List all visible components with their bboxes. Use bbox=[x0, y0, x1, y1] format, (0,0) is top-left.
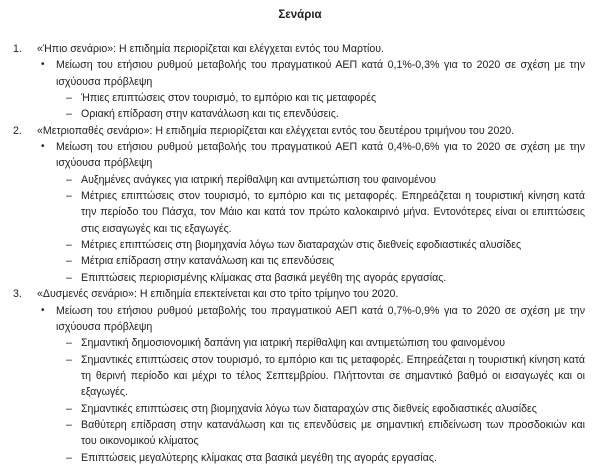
dash-marker: – bbox=[66, 255, 72, 268]
numbered-item bbox=[0, 286, 585, 302]
dash-marker: – bbox=[66, 451, 72, 464]
dash-text: Μέτριες επιπτώσεις στη βιομηχανία λόγω των διαταραχών στις διεθνείς εφοδιαστικές αλυσίδες bbox=[81, 239, 522, 252]
dash-item bbox=[0, 253, 585, 269]
bullet-item bbox=[0, 57, 585, 90]
list-number: 1. bbox=[13, 43, 22, 55]
scenario-heading: «Δυσμενές σενάριο»: Η επιδημία επεκτείνεται και στο τρίτο τρίμηνο του 2020. bbox=[37, 288, 399, 301]
scenario-heading: «Ήπιο σενάριο»: Η επιδημία περιορίζεται και ελέγχεται εντός του Μαρτίου. bbox=[37, 43, 384, 55]
dash-item bbox=[0, 90, 585, 106]
dash-text: Επιπτώσεις περιορισμένης κλίμακας στα βασικά μεγέθη της αγοράς εργασίας. bbox=[81, 271, 447, 284]
dash-text: Οριακή επίδραση στην κατανάλωση και τις επενδύσεις. bbox=[81, 108, 339, 121]
dash-text: Σημαντική δημοσιονομική δαπάνη για ιατρική περίθαλψη και αντιμετώπιση του φαινομένου bbox=[81, 337, 505, 350]
scenario-heading: «Μετριοπαθές σενάριο»: Η επιδημία περιορίζεται και ελέγχεται εντός του δευτέρου τριμήνου του 2020. bbox=[37, 124, 515, 137]
dash-item bbox=[0, 335, 585, 351]
dash-item bbox=[0, 352, 585, 401]
dash-text: Μέτρια επίδραση στην κατανάλωση και τις επενδύσεις bbox=[81, 255, 335, 268]
dash-text: Αυξημένες ανάγκες για ιατρική περίθαλψη και αντιμετώπιση του φαινομένου bbox=[81, 173, 436, 186]
dash-marker: – bbox=[66, 402, 72, 415]
bullet-text: Μείωση του ετήσιου ρυθμού μεταβολής του πραγματικού ΑΕΠ κατά 0,1%-0,3% για το 2020 σε σχέση με την ισχύουσα πρόβλεψη bbox=[56, 59, 585, 88]
dash-marker: – bbox=[66, 108, 72, 121]
bullet-marker: • bbox=[41, 59, 45, 71]
dash-text: Βαθύτερη επίδραση στην κατανάλωση και τις επενδύσεις με σημαντική επιδείνωση των προσδοκιών και του οικονομικού κλίματος bbox=[81, 418, 585, 448]
dash-marker: – bbox=[66, 337, 72, 350]
numbered-item bbox=[0, 41, 585, 57]
dash-text: Μέτριες επιπτώσεις στον τουρισμό, το εμπόριο και τις μεταφορές. Επηρεάζεται η τουριστική κίνηση κατά την περίοδο του Πάσχα, τον Μάιο και κατά τον πρώτο καλοκαιρινό μήνα. Εντονότερες είναι οι επιπτώσεις στις εισαγωγές και τις εξαγωγές. bbox=[81, 190, 585, 235]
bullet-item bbox=[0, 303, 585, 336]
dash-marker: – bbox=[66, 190, 72, 203]
dash-marker: – bbox=[66, 92, 72, 105]
dash-text: Σημαντικές επιπτώσεις στον τουρισμό, το εμπόριο και τις μεταφορές. Επηρεάζεται η τουριστική κίνηση κατά τη θερινή περίοδο και μέχρι το τέλος Σεπτεμβρίου. Πλήττονται σε σημαντικό βαθμό οι εισαγωγές και οι εξαγωγές. bbox=[81, 353, 585, 399]
bullet-marker: • bbox=[41, 141, 45, 153]
dash-marker: – bbox=[66, 239, 72, 252]
list-number: 3. bbox=[13, 288, 22, 301]
dash-text: Επιπτώσεις μεγαλύτερης κλίμακας στα βασικά μεγέθη της αγοράς εργασίας. bbox=[81, 451, 437, 464]
dash-marker: – bbox=[66, 353, 72, 366]
dash-text: Σημαντικές επιπτώσεις στη βιομηχανία λόγω των διαταραχών στις διεθνείς εφοδιαστικές αλυσίδες bbox=[81, 402, 537, 415]
numbered-item bbox=[0, 123, 585, 139]
dash-item bbox=[0, 417, 585, 450]
dash-marker: – bbox=[66, 173, 72, 186]
dash-item bbox=[0, 106, 585, 122]
scenario-section-3 bbox=[0, 286, 585, 466]
scenario-section-2 bbox=[0, 123, 585, 286]
bullet-item bbox=[0, 139, 585, 172]
dash-text: Ήπιες επιπτώσεις στον τουρισμό, το εμπόριο και τις μεταφορές bbox=[81, 92, 377, 105]
dash-item bbox=[0, 172, 585, 188]
list-number: 2. bbox=[13, 124, 22, 137]
dash-marker: – bbox=[66, 271, 72, 284]
bullet-text: Μείωση του ετήσιου ρυθμού μεταβολής του πραγματικού ΑΕΠ κατά 0,7%-0,9% για το 2020 σε σχέση με την ισχύουσα πρόβλεψη bbox=[56, 304, 585, 333]
dash-item bbox=[0, 188, 585, 237]
bullet-marker: • bbox=[41, 304, 45, 316]
dash-marker: – bbox=[66, 418, 72, 431]
dash-item bbox=[0, 270, 585, 286]
bullet-text: Μείωση του ετήσιου ρυθμού μεταβολής του πραγματικού ΑΕΠ κατά 0,4%-0,6% για το 2020 σε σχέση με την ισχύουσα πρόβλεψη bbox=[56, 141, 585, 170]
dash-item bbox=[0, 237, 585, 253]
dash-item bbox=[0, 450, 585, 466]
scenario-section-1 bbox=[0, 41, 585, 123]
page-title: Σενάρια bbox=[278, 9, 322, 21]
dash-item bbox=[0, 401, 585, 417]
